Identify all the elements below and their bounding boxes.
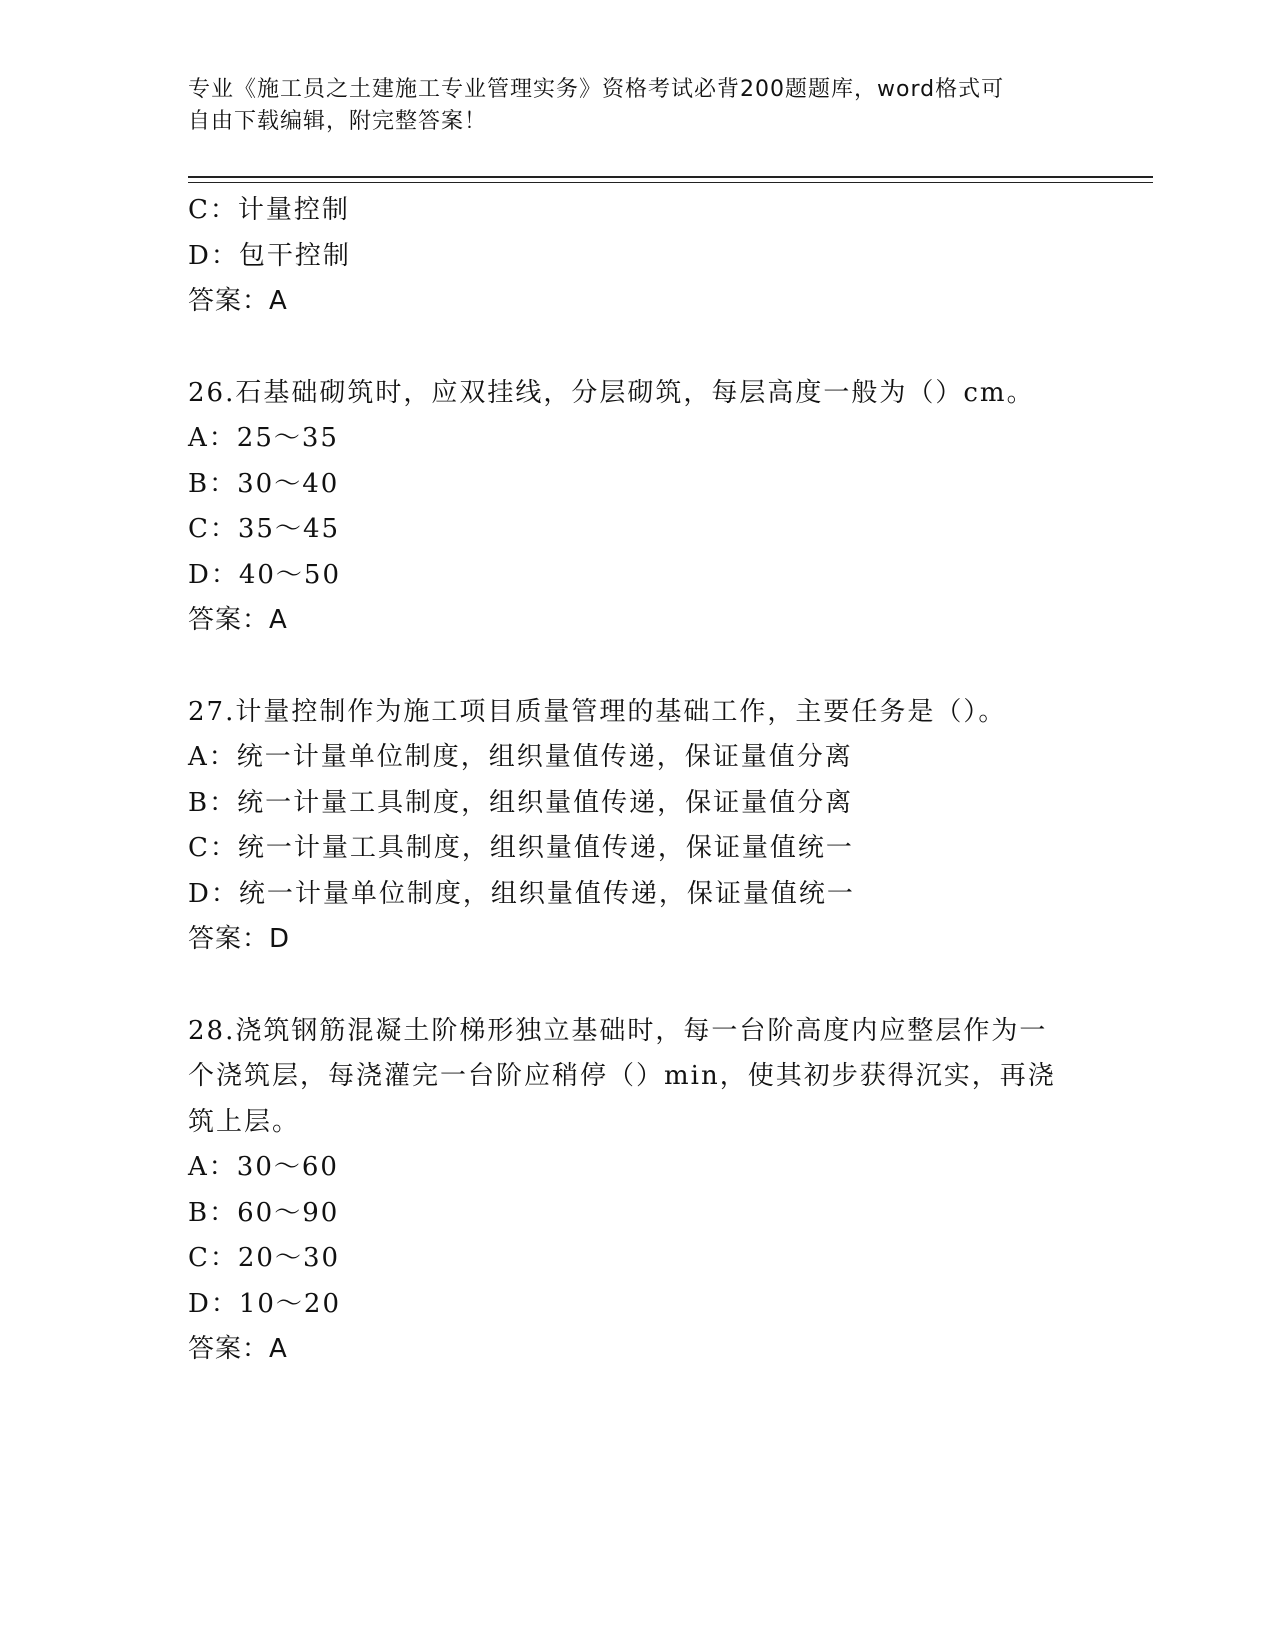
question-stem-line-2: 个浇筑层，每浇灌完一台阶应稍停（）min，使其初步获得沉实，再浇 (188, 1061, 1056, 1091)
option-d: D：40～50 (188, 559, 342, 590)
answer-line: 答案：A (188, 286, 288, 316)
option-b: B：30～40 (188, 468, 340, 499)
option-d: D：10～20 (188, 1288, 342, 1319)
option-c: C：35～45 (188, 514, 341, 544)
option-a: A：统一计量单位制度，组织量值传递，保证量值分离 (188, 742, 853, 772)
question-stem: 27.计量控制作为施工项目质量管理的基础工作，主要任务是（）。 (188, 696, 1007, 727)
header-line-1: 专业《施工员之土建施工专业管理实务》资格考试必背200题题库，word格式可 (188, 77, 1005, 102)
option-d: D：统一计量单位制度，组织量值传递，保证量值统一 (188, 878, 855, 909)
option-a: A：30～60 (188, 1152, 339, 1182)
header-divider-thin (188, 182, 1153, 183)
option-a: A：25～35 (188, 423, 339, 453)
option-c: C：计量控制 (188, 195, 350, 225)
option-d: D：包干控制 (188, 240, 351, 271)
document-header (188, 74, 1088, 138)
question-stem-line-1: 28.浇筑钢筋混凝土阶梯形独立基础时，每一台阶高度内应整层作为一 (188, 1015, 1048, 1046)
header-line-2: 自由下载编辑，附完整答案！ (188, 109, 488, 134)
spacer (188, 644, 1088, 690)
answer-line: 答案：A (188, 1334, 288, 1364)
option-c: C：20～30 (188, 1243, 341, 1273)
answer-line: 答案：D (188, 924, 291, 954)
question-stem: 26.石基础砌筑时，应双挂线，分层砌筑，每层高度一般为（）cm。 (188, 377, 1035, 408)
header-divider-thick (188, 176, 1153, 178)
option-b: B：统一计量工具制度，组织量值传递，保证量值分离 (188, 787, 854, 818)
option-c: C：统一计量工具制度，组织量值传递，保证量值统一 (188, 833, 854, 863)
spacer (188, 325, 1088, 371)
spacer (188, 963, 1088, 1009)
option-b: B：60～90 (188, 1197, 340, 1228)
question-content (188, 188, 1088, 1373)
question-stem-line-3: 筑上层。 (188, 1106, 301, 1137)
answer-line: 答案：A (188, 605, 288, 635)
